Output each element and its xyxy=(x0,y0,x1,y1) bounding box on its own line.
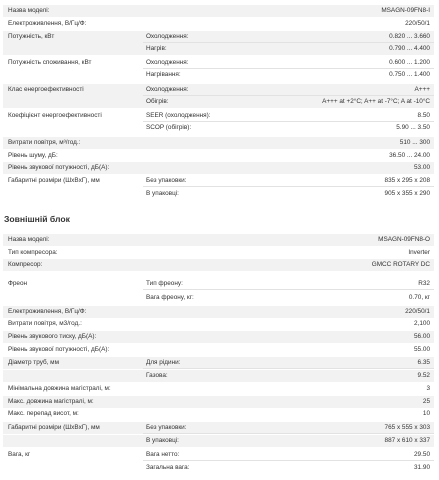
spec-label: Тип компресора: xyxy=(8,249,58,256)
spec-sublabel: Без упаковки: xyxy=(146,177,187,184)
outdoor-refrigerant-type-row xyxy=(3,278,434,290)
indoor-power-supply-row xyxy=(3,18,434,30)
indoor-noise-row xyxy=(3,150,434,162)
outdoor-sound-power-row xyxy=(3,344,434,356)
spec-value: 0.600 ... 1.200 xyxy=(389,59,430,66)
outdoor-airflow-row xyxy=(3,318,434,330)
outdoor-refrigerant-weight-row xyxy=(3,292,434,304)
row-divider xyxy=(143,368,434,369)
spec-value: 510 ... 300 xyxy=(399,139,430,146)
outdoor-dimensions-unpacked-row xyxy=(3,422,434,434)
indoor-capacity-cooling-row xyxy=(3,31,434,43)
spec-label: Макс. довжина магістралі, м: xyxy=(8,398,94,405)
spec-sublabel: Нагрів: xyxy=(146,45,167,52)
spec-value: 36.50 ... 24.00 xyxy=(389,152,430,159)
spec-label: Рівень звукової потужності, дБ(А): xyxy=(8,164,110,171)
spec-sublabel: Газова: xyxy=(146,372,168,379)
outdoor-max-height-row xyxy=(3,408,434,420)
spec-value: 6.35 xyxy=(417,359,430,366)
spec-label: Компресор: xyxy=(8,261,43,268)
spec-value: 765 x 555 x 303 xyxy=(384,424,430,431)
outdoor-compressor-type-row xyxy=(3,247,434,259)
outdoor-pipe-gas-row xyxy=(3,370,434,382)
spec-label: Витрати повітря, м3/год.: xyxy=(8,320,82,327)
spec-sublabel: Охолодження: xyxy=(146,33,189,40)
indoor-consumption-cooling-row xyxy=(3,57,434,69)
spec-label: Рівень шуму, дБ: xyxy=(8,152,58,159)
outdoor-max-length-row xyxy=(3,396,434,408)
spec-value: 220/50/1 xyxy=(405,20,430,27)
spec-value: Inverter xyxy=(408,249,430,256)
spec-sublabel: Вага фреону, кг: xyxy=(146,294,194,301)
spec-sublabel: Загальна вага: xyxy=(146,464,190,471)
spec-value: MSAGN-09FN8-I xyxy=(381,7,430,14)
spec-value: 55.00 xyxy=(414,346,430,353)
outdoor-sound-pressure-row xyxy=(3,331,434,343)
row-divider xyxy=(143,433,434,434)
spec-sublabel: В упаковці: xyxy=(146,190,179,197)
indoor-capacity-heating-row xyxy=(3,43,434,55)
spec-value: 835 x 295 x 208 xyxy=(384,177,430,184)
spec-value: A+++ xyxy=(414,86,430,93)
spec-value: 25 xyxy=(422,398,430,405)
spec-sublabel: Обігрів: xyxy=(146,98,169,105)
spec-sublabel: Охолодження: xyxy=(146,59,189,66)
outdoor-weight-net-row xyxy=(3,449,434,461)
spec-label: Коефіцієнт енергоефективності xyxy=(8,112,102,119)
outdoor-weight-gross-row xyxy=(3,462,434,474)
spec-label: Габаритні розміри (ШxВxГ), мм xyxy=(8,424,100,431)
spec-label: Назва моделі: xyxy=(8,7,50,14)
indoor-airflow-row xyxy=(3,137,434,149)
spec-value: 0.820 ... 3.660 xyxy=(389,33,430,40)
row-divider xyxy=(143,186,434,187)
spec-sublabel: Без упаковки: xyxy=(146,424,187,431)
spec-sublabel: SCOP (обігрів): xyxy=(146,124,192,131)
indoor-sound-power-row xyxy=(3,162,434,174)
spec-value: 10 xyxy=(422,410,430,417)
spec-label: Електроживлення, В/Гц/Ф: xyxy=(8,308,87,315)
spec-value: 0.750 ... 1.400 xyxy=(389,71,430,78)
indoor-consumption-heating-row xyxy=(3,69,434,81)
spec-value: R32 xyxy=(418,280,430,287)
spec-sublabel: Для рідини: xyxy=(146,359,181,366)
spec-value: 53.00 xyxy=(414,164,430,171)
spec-value: 905 x 355 x 290 xyxy=(384,190,430,197)
spec-label: Габаритні розміри (ШxВxГ), мм xyxy=(8,177,100,184)
row-divider xyxy=(143,460,434,461)
indoor-efficiency-scop-row xyxy=(3,122,434,134)
spec-label: Електроживлення, В/Гц/Ф: xyxy=(8,20,87,27)
spec-value: 2,100 xyxy=(414,320,430,327)
spec-label: Потужність споживання, кВт xyxy=(8,59,92,66)
spec-label: Потужність, кВт xyxy=(8,33,55,40)
indoor-efficiency-seer-row xyxy=(3,110,434,122)
spec-sublabel: Вага нетто: xyxy=(146,451,180,458)
spec-label: Назва моделі: xyxy=(8,236,50,243)
spec-value: A+++ at +2°C; A++ at -7°C; A at -10°C xyxy=(322,98,430,105)
spec-label: Діаметр труб, мм xyxy=(8,359,59,366)
indoor-model-row xyxy=(3,5,434,17)
spec-sublabel: Тип фреону: xyxy=(146,280,183,287)
spec-value: 29.50 xyxy=(414,451,430,458)
spec-label: Фреон xyxy=(8,280,28,287)
spec-label: Макс. перепад висот, м: xyxy=(8,410,79,417)
outdoor-model-row xyxy=(3,234,434,246)
spec-label: Рівень звукового тиску, дБ(А): xyxy=(8,333,97,340)
spec-sublabel: В упаковці: xyxy=(146,437,179,444)
spec-value: 220/50/1 xyxy=(405,308,430,315)
spec-sublabel: Нагрівання: xyxy=(146,71,181,78)
spec-value: 31.90 xyxy=(414,464,430,471)
spec-value: 887 x 610 x 337 xyxy=(384,437,430,444)
spec-value: 0.70, кг xyxy=(408,294,430,301)
row-divider xyxy=(143,289,434,290)
spec-value: GMCC ROTARY DC xyxy=(371,261,430,268)
spec-label: Вага, кг xyxy=(8,451,31,458)
spec-label: Мінімальна довжина магістралі, м: xyxy=(8,385,111,392)
indoor-energy-class-heating-row xyxy=(3,96,434,108)
outdoor-power-supply-row xyxy=(3,306,434,318)
indoor-dimensions-packed-row xyxy=(3,188,434,200)
spec-value: 9.52 xyxy=(417,372,430,379)
spec-value: 3 xyxy=(426,385,430,392)
outdoor-compressor-row xyxy=(3,259,434,271)
outdoor-section-title: Зовнішній блок xyxy=(4,214,70,224)
spec-value: MSAGN-09FN8-O xyxy=(378,236,430,243)
outdoor-dimensions-packed-row xyxy=(3,435,434,447)
spec-value: 5.90 ... 3.50 xyxy=(396,124,430,131)
spec-sublabel: Охолодження: xyxy=(146,86,189,93)
spec-label: Клас енергоефективності xyxy=(8,86,84,93)
outdoor-min-length-row xyxy=(3,383,434,395)
spec-label: Рівень звукової потужності, дБ(А): xyxy=(8,346,110,353)
indoor-dimensions-unpacked-row xyxy=(3,175,434,187)
spec-label: Витрати повітря, м³/год.: xyxy=(8,139,81,146)
spec-value: 56.00 xyxy=(414,333,430,340)
spec-sublabel: SEER (охолодження): xyxy=(146,112,211,119)
outdoor-pipe-liquid-row xyxy=(3,357,434,369)
indoor-energy-class-cooling-row xyxy=(3,84,434,96)
spec-value: 8.50 xyxy=(417,112,430,119)
spec-value: 0.790 ... 4.400 xyxy=(389,45,430,52)
